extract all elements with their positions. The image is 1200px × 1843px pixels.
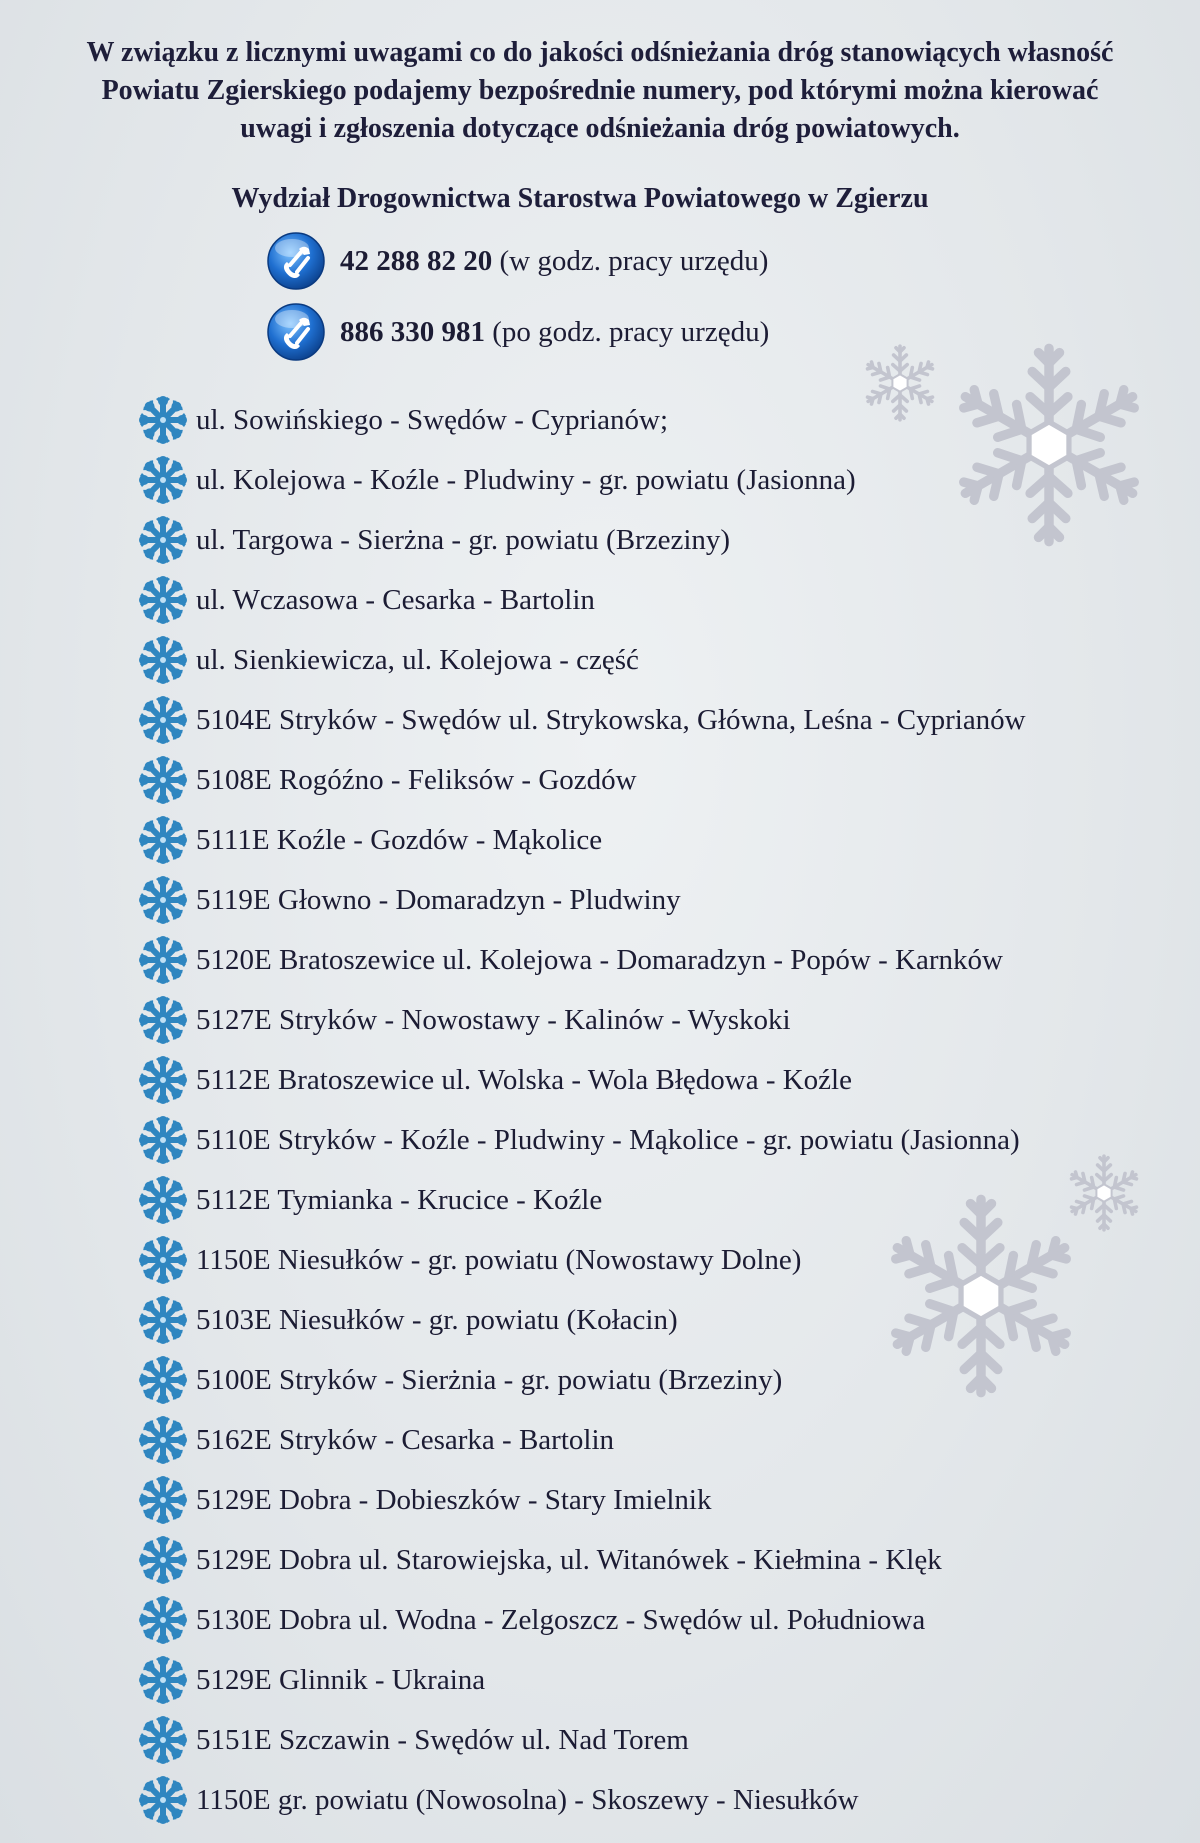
snowflake-bullet-icon: [138, 1475, 188, 1525]
road-list-item: [138, 450, 1026, 510]
road-list-item: [138, 1710, 1026, 1770]
road-name: 5103E Niesułków - gr. powiatu (Kołacin): [196, 1303, 678, 1336]
snowflake-bullet-icon: [138, 1355, 188, 1405]
road-list: [138, 390, 1026, 1830]
phone-icon: [266, 231, 326, 291]
road-name: 5110E Stryków - Koźle - Pludwiny - Mąkolice - gr. powiatu (Jasionna): [196, 1123, 1020, 1156]
road-list-item: [138, 1170, 1026, 1230]
phone-note: (w godz. pracy urzędu): [492, 244, 769, 277]
snowflake-bullet-icon: [138, 1775, 188, 1825]
road-name: ul. Sienkiewicza, ul. Kolejowa - część: [196, 643, 639, 676]
road-name: 5129E Dobra - Dobieszków - Stary Imielnik: [196, 1483, 712, 1516]
road-name: 1150E gr. powiatu (Nowosolna) - Skoszewy - Niesułków: [196, 1783, 859, 1816]
snowflake-bullet-icon: [138, 1415, 188, 1465]
phone-icon: [266, 302, 326, 362]
department-title: Wydział Drogownictwa Starostwa Powiatowego w Zgierzu: [231, 183, 929, 214]
snowflake-bullet-icon: [138, 1175, 188, 1225]
road-name: 5127E Stryków - Nowostawy - Kalinów - Wyskoki: [196, 1003, 791, 1036]
intro-text: [20, 34, 1180, 148]
snowflake-bullet-icon: [138, 575, 188, 625]
road-list-item: [138, 1050, 1026, 1110]
phone-text: [340, 316, 769, 349]
snowflake-bullet-icon: [138, 815, 188, 865]
road-name: 5108E Rogóźno - Feliksów - Gozdów: [196, 763, 637, 796]
road-list-item: [138, 990, 1026, 1050]
road-name: 5162E Stryków - Cesarka - Bartolin: [196, 1423, 615, 1456]
road-name: ul. Sowińskiego - Swędów - Cyprianów;: [196, 403, 669, 436]
road-name: 5111E Koźle - Gozdów - Mąkolice: [196, 823, 603, 856]
road-name: 5129E Glinnik - Ukraina: [196, 1663, 486, 1696]
road-name: 5119E Głowno - Domaradzyn - Pludwiny: [196, 883, 681, 916]
snowflake-bullet-icon: [138, 395, 188, 445]
road-name: 5151E Szczawin - Swędów ul. Nad Torem: [196, 1723, 689, 1756]
snowflake-bullet-icon: [138, 1535, 188, 1585]
road-list-item: [138, 1770, 1026, 1830]
road-name: 5130E Dobra ul. Wodna - Zelgoszcz - Swędów ul. Południowa: [196, 1603, 926, 1636]
snowflake-bullet-icon: [138, 695, 188, 745]
snowflake-bullet-icon: [138, 1235, 188, 1285]
phone-number[interactable]: 42 288 82 20: [340, 244, 493, 277]
snowflake-bullet-icon: [138, 1595, 188, 1645]
road-list-item: [138, 930, 1026, 990]
snowflake-bullet-icon: [138, 1715, 188, 1765]
road-list-item: [138, 510, 1026, 570]
road-name: 5120E Bratoszewice ul. Kolejowa - Domaradzyn - Popów - Karnków: [196, 943, 1003, 976]
snowflake-bullet-icon: [138, 935, 188, 985]
road-list-item: [138, 1230, 1026, 1290]
snowflake-bullet-icon: [138, 455, 188, 505]
road-list-item: [138, 810, 1026, 870]
intro-line-3: uwagi i zgłoszenia dotyczące odśnieżania dróg powiatowych.: [240, 113, 960, 144]
road-name: 5104E Stryków - Swędów ul. Strykowska, Główna, Leśna - Cyprianów: [196, 703, 1026, 736]
road-list-item: [138, 1470, 1026, 1530]
road-name: 5112E Bratoszewice ul. Wolska - Wola Błędowa - Koźle: [196, 1063, 852, 1096]
road-list-item: [138, 1410, 1026, 1470]
road-list-item: [138, 630, 1026, 690]
snowflake-bullet-icon: [138, 1055, 188, 1105]
phone-number[interactable]: 886 330 981: [340, 315, 485, 348]
road-name: 5112E Tymianka - Krucice - Koźle: [196, 1183, 603, 1216]
phone-row-after-hours: [266, 301, 769, 363]
intro-line-2: Powiatu Zgierskiego podajemy bezpośrednie numery, pod którymi można kierować: [101, 75, 1099, 106]
phone-row-office-hours: [266, 230, 768, 292]
road-name: 1150E Niesułków - gr. powiatu (Nowostawy Dolne): [196, 1243, 802, 1276]
road-list-item: [138, 1590, 1026, 1650]
road-list-item: [138, 1350, 1026, 1410]
road-list-item: [138, 390, 1026, 450]
road-list-item: [138, 570, 1026, 630]
road-name: ul. Wczasowa - Cesarka - Bartolin: [196, 583, 595, 616]
snowflake-bullet-icon: [138, 635, 188, 685]
snowflake-bullet-icon: [138, 755, 188, 805]
road-list-item: [138, 1650, 1026, 1710]
road-name: ul. Kolejowa - Koźle - Pludwiny - gr. powiatu (Jasionna): [196, 463, 856, 496]
snowflake-bullet-icon: [138, 995, 188, 1045]
intro-line-1: W związku z licznymi uwagami co do jakości odśnieżania dróg stanowiących własność: [86, 37, 1114, 68]
road-list-item: [138, 1110, 1026, 1170]
road-name: 5100E Stryków - Sierżnia - gr. powiatu (Brzeziny): [196, 1363, 783, 1396]
phone-note: (po godz. pracy urzędu): [485, 315, 770, 348]
road-list-item: [138, 750, 1026, 810]
phone-text: [340, 245, 768, 278]
road-list-item: [138, 1290, 1026, 1350]
snowflake-bullet-icon: [138, 515, 188, 565]
road-name: ul. Targowa - Sierżna - gr. powiatu (Brzeziny): [196, 523, 731, 556]
snowflake-bullet-icon: [138, 875, 188, 925]
road-list-item: [138, 1530, 1026, 1590]
snowflake-bullet-icon: [138, 1295, 188, 1345]
road-name: 5129E Dobra ul. Starowiejska, ul. Witanówek - Kiełmina - Klęk: [196, 1543, 942, 1576]
road-list-item: [138, 870, 1026, 930]
snowflake-bullet-icon: [138, 1655, 188, 1705]
snowflake-bullet-icon: [138, 1115, 188, 1165]
road-list-item: [138, 690, 1026, 750]
